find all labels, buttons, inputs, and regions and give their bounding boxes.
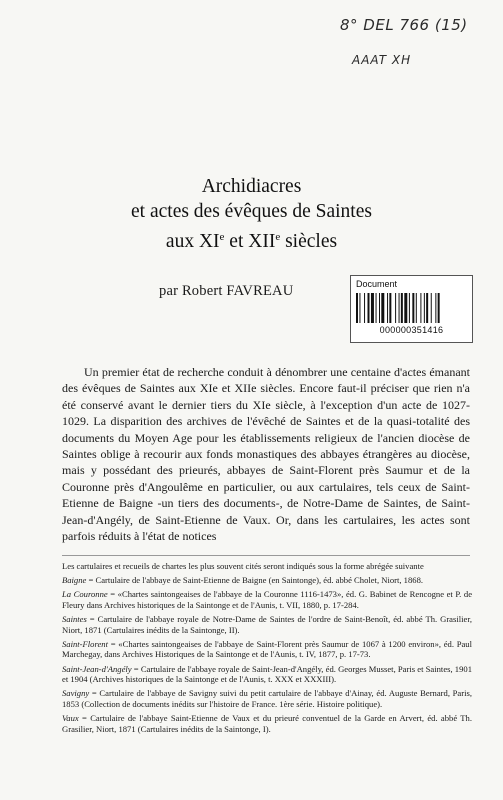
title-line-3-prefix: aux XI	[165, 231, 220, 252]
title-line-3	[0, 225, 503, 254]
footnote-item	[62, 713, 472, 734]
footnote-item	[62, 688, 472, 709]
footnote-item	[62, 575, 472, 586]
footnote-item	[62, 664, 472, 685]
body-paragraph: Un premier état de recherche conduit à dénombrer une centaine d'actes émanant des évêques de Saintes aux XIe et XIIe siècles. Encore faut-il préciser que rien n'a été conservé avant le dernier tiers du XIe siècle, à l'exception d'un acte de 1027-1029. La disparition des archives de l'évêché de Saintes et de la quasi-totalité des documents du Moyen Age pour les établissements religieux de l'ancien diocèse de Saintes oblige à recourir aux fonds monastiques des abbayes étrangères au diocèse, mais y possédant des prieurés, abbayes de Saint-Florent près Saumur et de la Couronne près d'Angoulême en particulier, ou aux cartulaires, tels ceux de Saint-Etienne de Baigne -un tiers des documents-, de Notre-Dame de Saintes, de Saint-Jean-d'Angély, de Saint-Etienne de Vaux. Or, dans les cartulaires, les actes sont parfois réduits à l'état de notices	[62, 365, 470, 544]
footnote-abbreviation: Saint-Florent	[62, 638, 108, 649]
handwritten-note: AAAT XH	[352, 53, 412, 67]
footnote-text: = «Chartes saintongeaises de l'abbaye de Saint-Florent près Saumur de 1067 à 1200 environ», éd. Paul Marchegay, dans Archives Historiques de la Saintonge et de l'Aunis, t. IV, 1877, p. 17-73.	[62, 638, 472, 660]
title-line-1: Archidiacres	[201, 176, 302, 197]
barcode-label	[350, 275, 473, 343]
title-line-3-suffix: siècles	[280, 231, 338, 252]
title-line-3-mid: et XII	[224, 231, 276, 252]
footnote-abbreviation: Saintes	[62, 613, 87, 624]
footnotes	[62, 561, 472, 738]
title-superscript-1: e	[219, 231, 225, 243]
footnote-abbreviation: Saint-Jean-d'Angély	[62, 663, 132, 674]
footnote-text: = «Chartes saintongeaises de l'abbaye de la Couronne 1116-1473», éd. G. Babinet de Rencogne et P. de Fleury dans Archives historiques de la Saintonge et de l'Aunis, t. VII, 1880, p. 17-284.	[62, 589, 473, 610]
footnote-abbreviation: Savigny	[62, 688, 90, 699]
footnote-abbreviation: Baigne	[62, 575, 87, 586]
author-byline: par Robert FAVREAU	[159, 283, 294, 299]
footnote-list	[62, 575, 472, 734]
footnote-text: = Cartulaire de l'abbaye de Saint-Etienne de Baigne (en Saintonge), éd. abbé Cholet, Niort, 1868.	[86, 575, 424, 586]
title-line-2: et actes des évêques de Saintes	[131, 201, 372, 222]
footnote-item	[62, 589, 472, 610]
barcode-icon	[356, 293, 466, 323]
barcode-number: 000000351416	[379, 325, 444, 335]
footnote-text: = Cartulaire de l'abbaye Saint-Etienne de Vaux et du prieuré conventuel de la Garde en Arvert, éd. abbé Th. Grasilier, Niort, 1871 (Cartulaires inédits de la Saintonge, I).	[62, 713, 472, 734]
footnote-abbreviation: La Couronne	[62, 589, 108, 600]
footnote-divider	[62, 555, 470, 556]
handwritten-shelfmark: 8° DEL 766 (15)	[340, 16, 468, 34]
footnote-abbreviation: Vaux	[62, 713, 79, 724]
footnote-text: = Cartulaire de l'abbaye royale de Saint-Jean-d'Angély, éd. Georges Musset, Paris et Saintes, 1901 et 1904 (Archives historiques de la Saintonge et de l'Aunis, t. XXX et XXXIII).	[62, 663, 472, 685]
footnote-text: = Cartulaire de l'abbaye de Savigny suivi du petit cartulaire de l'abbaye d'Ainay, éd. Auguste Bernard, Paris, 1853 (Collection de documents inédits sur l'histoire de France. 1ère série. Histoire politique).	[62, 688, 472, 710]
footnote-item	[62, 614, 472, 635]
footnote-text: = Cartulaire de l'abbaye royale de Notre-Dame de Saintes de l'ordre de Saint-Benoît, éd. abbé Th. Grasilier, Niort, 1871 (Cartulaires inédits de la Saintonge, II).	[62, 613, 472, 635]
title-superscript-2: e	[275, 231, 281, 243]
footnote-intro: Les cartulaires et recueils de chartes les plus souvent cités seront indiqués sous la forme abrégée suivante	[62, 561, 424, 571]
barcode-document-label: Document	[356, 279, 398, 289]
footnote-item	[62, 639, 472, 660]
